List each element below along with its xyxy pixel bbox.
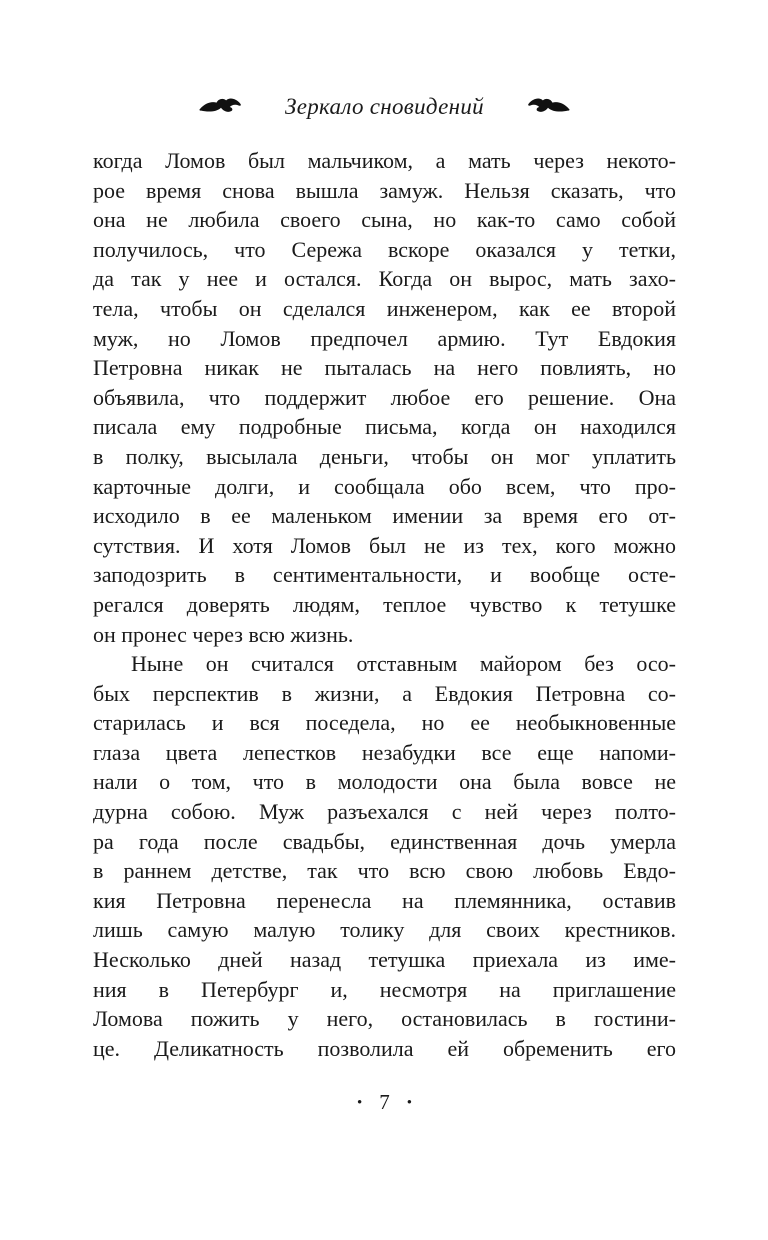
- text-line: Ломова пожить у него, остановилась в гостини-: [93, 1006, 676, 1032]
- page-footer: [93, 1090, 676, 1115]
- text-line: Несколько дней назад тетушка приехала из име-: [93, 947, 676, 973]
- text-line: це. Деликатность позволила ей обременить его: [93, 1035, 676, 1061]
- text-line: заподозрить в сентиментальности, и вообще осте-: [93, 562, 676, 588]
- text-line: Ныне он считался отставным майором без осо-: [131, 651, 676, 677]
- text-line: лишь самую малую толику для своих крестников.: [93, 917, 676, 943]
- page-body-text: [93, 146, 676, 1063]
- text-line: регался доверять людям, теплое чувство к тетушке: [93, 591, 676, 617]
- text-line: она не любила своего сына, но как-то само собой: [93, 207, 676, 233]
- text-line: объявила, что поддержит любое его решение. Она: [93, 384, 676, 410]
- text-line: в полку, высылала деньги, чтобы он мог уплатить: [93, 443, 676, 469]
- text-line: бых перспектив в жизни, а Евдокия Петровна со-: [93, 680, 676, 706]
- text-line: когда Ломов был мальчиком, а мать через некото-: [93, 148, 676, 173]
- text-line: получилось, что Сережа вскоре оказался у тетки,: [93, 236, 676, 262]
- fleuron-left-icon: [199, 96, 243, 118]
- text-line: кия Петровна перенесла на племянника, оставив: [93, 887, 676, 913]
- page-number: 7: [379, 1090, 390, 1114]
- text-line: муж, но Ломов предпочел армию. Тут Евдокия: [93, 325, 676, 351]
- paragraph-2: [93, 649, 676, 1063]
- footer-right-bullet: •: [406, 1095, 413, 1111]
- text-line: тела, чтобы он сделался инженером, как ее второй: [93, 295, 676, 321]
- text-line: писала ему подробные письма, когда он находился: [93, 414, 676, 440]
- running-header: [93, 94, 676, 120]
- paragraph-1: [93, 146, 676, 649]
- text-line: Петровна никак не пыталась на него повлиять, но: [93, 355, 676, 381]
- fleuron-right-icon: [526, 96, 570, 118]
- text-line: рое время снова вышла замуж. Нельзя сказать, что: [93, 177, 676, 203]
- text-line: он пронес через всю жизнь.: [93, 621, 354, 647]
- text-line: ния в Петербург и, несмотря на приглашение: [93, 976, 676, 1002]
- text-line: нали о том, что в молодости она была вовсе не: [93, 769, 676, 795]
- text-line: дурна собою. Муж разъехался с ней через полто-: [93, 799, 676, 825]
- footer-left-bullet: •: [356, 1095, 363, 1111]
- text-line: карточные долги, и сообщала обо всем, что про-: [93, 473, 676, 499]
- text-line: да так у нее и остался. Когда он вырос, мать захо-: [93, 266, 676, 292]
- book-title: Зеркало сновидений: [285, 94, 484, 119]
- text-line: ра года после свадьбы, единственная дочь умерла: [93, 828, 676, 854]
- text-line: глаза цвета лепестков незабудки все еще напоми-: [93, 739, 676, 765]
- text-line: в раннем детстве, так что всю свою любовь Евдо-: [93, 858, 676, 884]
- text-line: сутствия. И хотя Ломов был не из тех, кого можно: [93, 532, 676, 558]
- text-line: старилась и вся поседела, но ее необыкновенные: [93, 710, 676, 736]
- text-line: исходило в ее маленьком имении за время его от-: [93, 503, 676, 529]
